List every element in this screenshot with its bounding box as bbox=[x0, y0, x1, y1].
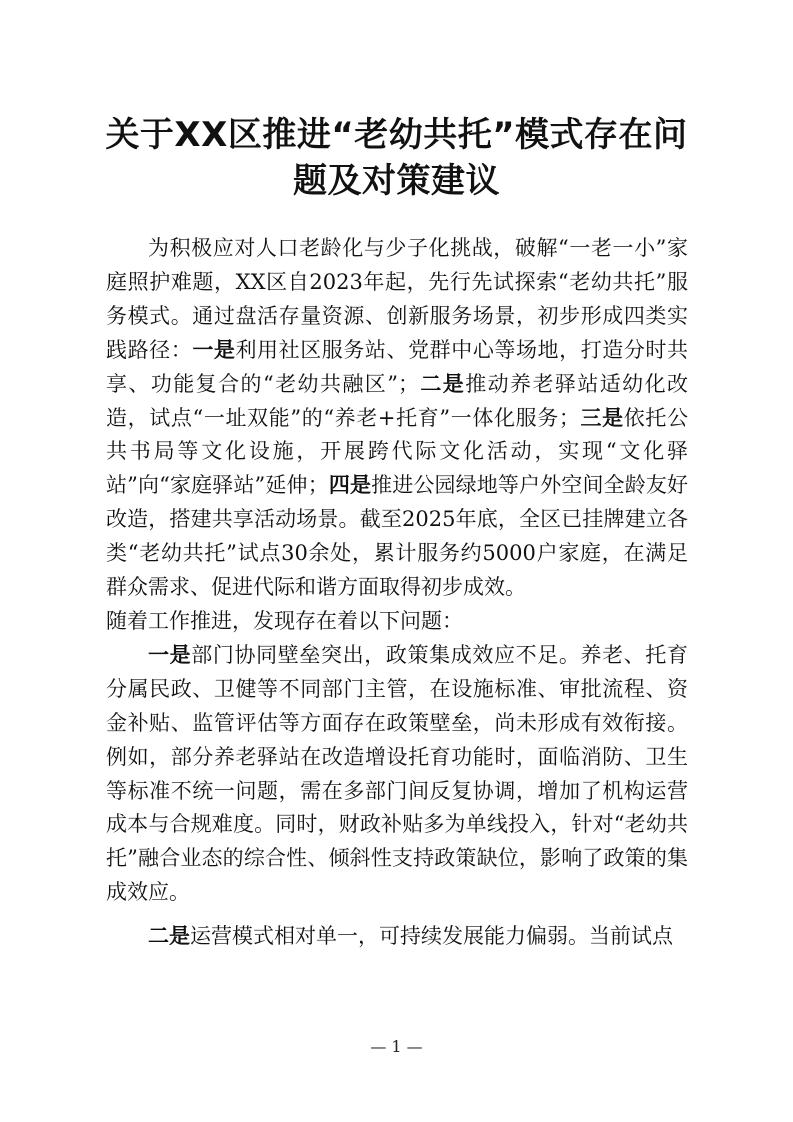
paragraph-text: 随着工作推进，发现存在着以下问题： bbox=[106, 608, 463, 633]
paragraph-lead-marker: 四是 bbox=[328, 473, 372, 498]
document-title: 关于XX区推进“老幼共托”模式存在问题及对策建议 bbox=[105, 115, 688, 201]
paragraph-text: 推动养老驿站适幼化改造，试点“一址双能”的“养老+托育”一体化服务； bbox=[106, 371, 689, 430]
paragraph-lead-marker: 一是 bbox=[148, 642, 192, 667]
paragraph-lead-marker: 三是 bbox=[579, 405, 624, 430]
paragraph-text: 为积极应对人口老龄化与少子化挑战，破解“一老一小”家庭照护难题，XX区自2023年起，先行先试探索“老幼共托”服务模式。通过盘活存量资源、创新服务场景，初步形成四类实践路径： bbox=[106, 236, 688, 362]
paragraph-problem-2 bbox=[106, 920, 688, 954]
paragraph-text: 依托公共书局等文化设施，开展跨代际文化活动，实现“文化驿站”向“家庭驿站”延伸； bbox=[106, 405, 688, 498]
page-number: — 1 — bbox=[370, 1037, 423, 1056]
paragraph-text: 部门协同壁垒突出，政策集成效应不足。养老、托育分属民政、卫健等不同部门主管，在设施标准、审批流程、资金补贴、监管评估等方面存在政策壁垒，尚未形成有效衔接。例如，部分养老驿站在改造增设托育功能时，面临消防、卫生等标准不统一问题，需在多部门间反复协调，增加了机构运营成本与合规难度。同时，财政补贴多为单线投入，针对“老幼共托”融合业态的综合性、倾斜性支持政策缺位，影响了政策的集成效应。 bbox=[106, 642, 688, 905]
paragraph-transition bbox=[106, 605, 688, 639]
document-body bbox=[106, 232, 688, 954]
paragraph-lead-marker: 二是 bbox=[418, 371, 466, 396]
paragraph-problem-1 bbox=[106, 639, 688, 910]
paragraph-intro bbox=[106, 232, 688, 605]
paragraph-text: 推进公园绿地等户外空间全龄友好改造，搭建共享活动场景。截至2025年底，全区已挂牌建立各类“老幼共托”试点30余处，累计服务约5000户家庭，在满足群众需求、促进代际和谐方面取得初步成效。 bbox=[106, 473, 688, 600]
paragraph-text: 运营模式相对单一，可持续发展能力偏弱。当前试点 bbox=[190, 924, 673, 949]
paragraph-lead-marker: 一是 bbox=[192, 337, 236, 362]
paragraph-lead-marker: 二是 bbox=[148, 924, 190, 949]
paragraph-text: 利用社区服务站、党群中心等场地，打造分时共享、功能复合的“老幼共融区”； bbox=[106, 337, 689, 396]
